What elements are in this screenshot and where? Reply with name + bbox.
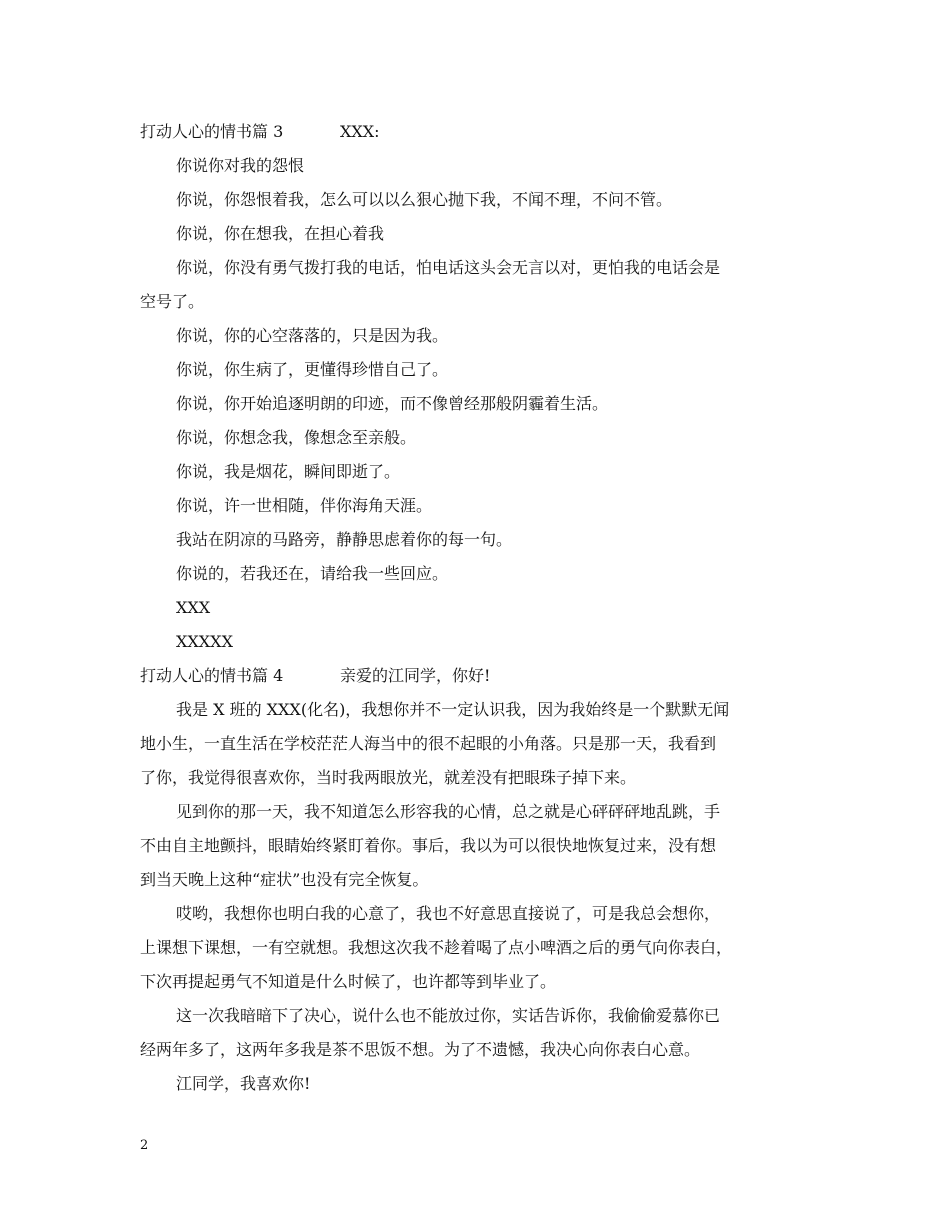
paragraph-line: 我站在阴凉的马路旁，静静思虑着你的每一句。 xyxy=(176,530,513,549)
section-4-title: 打动人心的情书篇 4 xyxy=(140,666,284,685)
paragraph-line: 你说，你怨恨着我，怎么可以以么狠心抛下我，不闻不理，不问不管。 xyxy=(176,190,673,209)
section-3-salutation: XXX: xyxy=(340,122,380,141)
paragraph-line: 见到你的那一天，我不知道怎么形容我的心情，总之就是心砰砰砰地乱跳，手 xyxy=(176,802,721,821)
paragraph-line: 江同学，我喜欢你! xyxy=(176,1074,311,1093)
paragraph-line: 你说，许一世相随，伴你海角天涯。 xyxy=(176,496,433,515)
section-3-title: 打动人心的情书篇 3 xyxy=(140,122,284,141)
paragraph-line: 你说你对我的怨恨 xyxy=(176,156,305,175)
paragraph-line: 这一次我暗暗下了决心，说什么也不能放过你，实话告诉你，我偷偷爱慕你已 xyxy=(176,1006,721,1025)
paragraph-line: 你说，你没有勇气拨打我的电话，怕电话这头会无言以对，更怕我的电话会是 xyxy=(176,258,721,277)
paragraph-line: 你说，我是烟花，瞬间即逝了。 xyxy=(176,462,401,481)
paragraph-line: 上课想下课想，一有空就想。我想这次我不趁着喝了点小啤酒之后的勇气向你表白， xyxy=(140,938,733,957)
paragraph-line: 了你，我觉得很喜欢你，当时我两眼放光，就差没有把眼珠子掉下来。 xyxy=(140,768,637,787)
paragraph-line: 你说，你在想我，在担心着我 xyxy=(176,224,385,243)
signature-line: XXX xyxy=(176,598,211,617)
paragraph-line: 我是 X 班的 XXX(化名)，我想你并不一定认识我，因为我始终是一个默默无闻 xyxy=(176,700,730,719)
paragraph-line: 你说，你开始追逐明朗的印迹，而不像曾经那般阴霾着生活。 xyxy=(176,394,609,413)
signature-line: XXXXX xyxy=(176,632,233,651)
paragraph-line: 你说，你生病了，更懂得珍惜自己了。 xyxy=(176,360,449,379)
section-4-salutation: 亲爱的江同学，你好! xyxy=(340,666,491,685)
paragraph-line: 地小生，一直生活在学校茫茫人海当中的很不起眼的小角落。只是那一天，我看到 xyxy=(140,734,717,753)
page-number: 2 xyxy=(140,1138,149,1153)
paragraph-line: 你说的，若我还在，请给我一些回应。 xyxy=(176,564,449,583)
paragraph-line: 经两年多了，这两年多我是茶不思饭不想。为了不遗憾，我决心向你表白心意。 xyxy=(140,1040,701,1059)
paragraph-line: 你说，你的心空落落的，只是因为我。 xyxy=(176,326,449,345)
paragraph-line: 到当天晚上这种“症状”也没有完全恢复。 xyxy=(140,870,429,889)
paragraph-line: 哎哟，我想你也明白我的心意了，我也不好意思直接说了，可是我总会想你， xyxy=(176,904,721,923)
paragraph-line: 你说，你想念我，像想念至亲般。 xyxy=(176,428,417,447)
paragraph-line: 空号了。 xyxy=(140,292,205,311)
paragraph-line: 不由自主地颤抖，眼睛始终紧盯着你。事后，我以为可以很快地恢复过来，没有想 xyxy=(140,836,717,855)
paragraph-line: 下次再提起勇气不知道是什么时候了，也许都等到毕业了。 xyxy=(140,972,557,991)
